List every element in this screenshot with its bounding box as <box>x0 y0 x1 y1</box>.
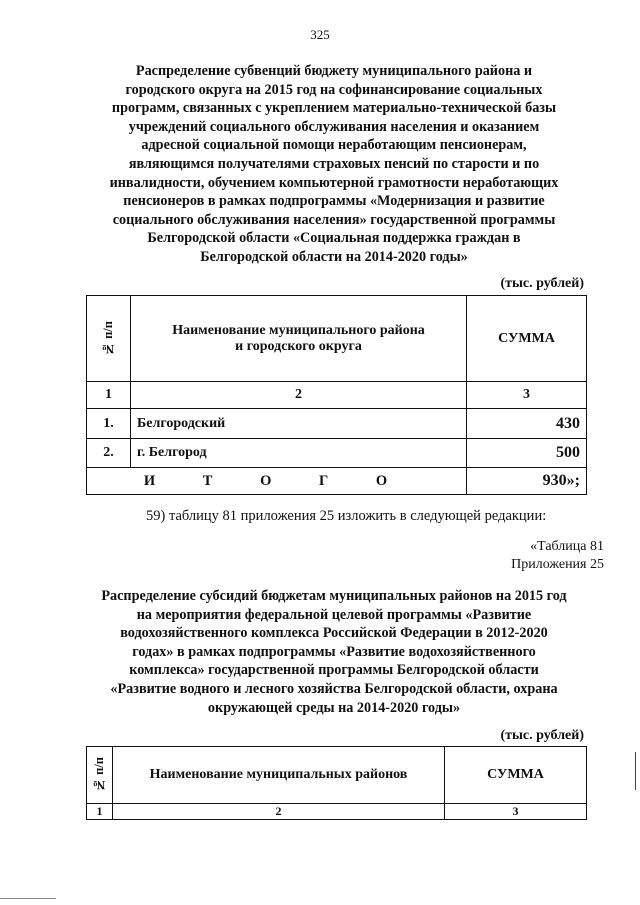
section1-units: (тыс. рублей) <box>500 276 584 291</box>
col-num-header: № п/п <box>87 747 113 804</box>
subvention-table <box>86 295 587 495</box>
row-number: 2. <box>87 439 131 468</box>
index-cell: 1 <box>87 382 131 409</box>
row-sum: 500 <box>467 439 587 468</box>
section2-heading: Распределение субсидий бюджетам муниципальных районов на 2015 год на мероприятия федеральной целевой программы «Развитие водохозяйственного комплекса Российской Федерации в 2012-2020 годах» в рамках подпрограммы «Развитие водохозяйственного комплекса» государственной программы Белгородской области «Развитие водного и лесного хозяйства Белгородской области, охрана окружающей среды на 2014-2020 годы» <box>101 588 567 716</box>
total-sum: 930»; <box>467 468 587 495</box>
index-cell: 1 <box>87 804 113 820</box>
row-name: г. Белгород <box>131 439 467 468</box>
scan-bottom-mark <box>0 898 56 899</box>
index-cell: 3 <box>467 382 587 409</box>
table-index-row <box>87 382 587 409</box>
table-total-row <box>87 468 587 495</box>
table-header-row <box>87 296 587 382</box>
col-name-header: Наименование муниципальных районов <box>113 747 445 804</box>
table-header-row <box>87 747 587 804</box>
page-number: 325 <box>310 27 330 42</box>
table-ref-line1: «Таблица 81 <box>530 539 604 554</box>
section1-heading: Распределение субвенций бюджету муниципального района и городского округа на 2015 год на софинансирование социальных программ, связанных с укреплением материально-технической базы учреждений социального обслуживания населения и оказанием адресной социальной помощи неработающим пенсионерам, являющимся получателями страховых пенсий по старости и по инвалидности, обучением компьютерной грамотности неработающих пенсионеров в рамках подпрограммы «Модернизация и развитие социального обслуживания населения» государственной программы Белгородской области «Социальная поддержка граждан в Белгородской области на 2014-2020 годы» <box>109 63 559 265</box>
col-sum-header: СУММА <box>467 296 587 382</box>
col-num-header: № п/п <box>87 296 131 382</box>
col-name-header: Наименование муниципального района и городского округа <box>131 296 467 382</box>
scan-edge-mark <box>635 752 636 790</box>
row-name: Белгородский <box>131 409 467 439</box>
total-label: И Т О Г О <box>87 468 467 495</box>
instruction-text: 59) таблицу 81 приложения 25 изложить в следующей редакции: <box>146 508 547 524</box>
table-row <box>87 409 587 439</box>
subsidy-table <box>86 746 587 820</box>
index-cell: 3 <box>445 804 587 820</box>
row-number: 1. <box>87 409 131 439</box>
table-row <box>87 439 587 468</box>
section2-units: (тыс. рублей) <box>500 728 584 743</box>
index-cell: 2 <box>131 382 467 409</box>
col-sum-header: СУММА <box>445 747 587 804</box>
table-ref-line2: Приложения 25 <box>511 557 604 572</box>
index-cell: 2 <box>113 804 445 820</box>
row-sum: 430 <box>467 409 587 439</box>
table-index-row <box>87 804 587 820</box>
